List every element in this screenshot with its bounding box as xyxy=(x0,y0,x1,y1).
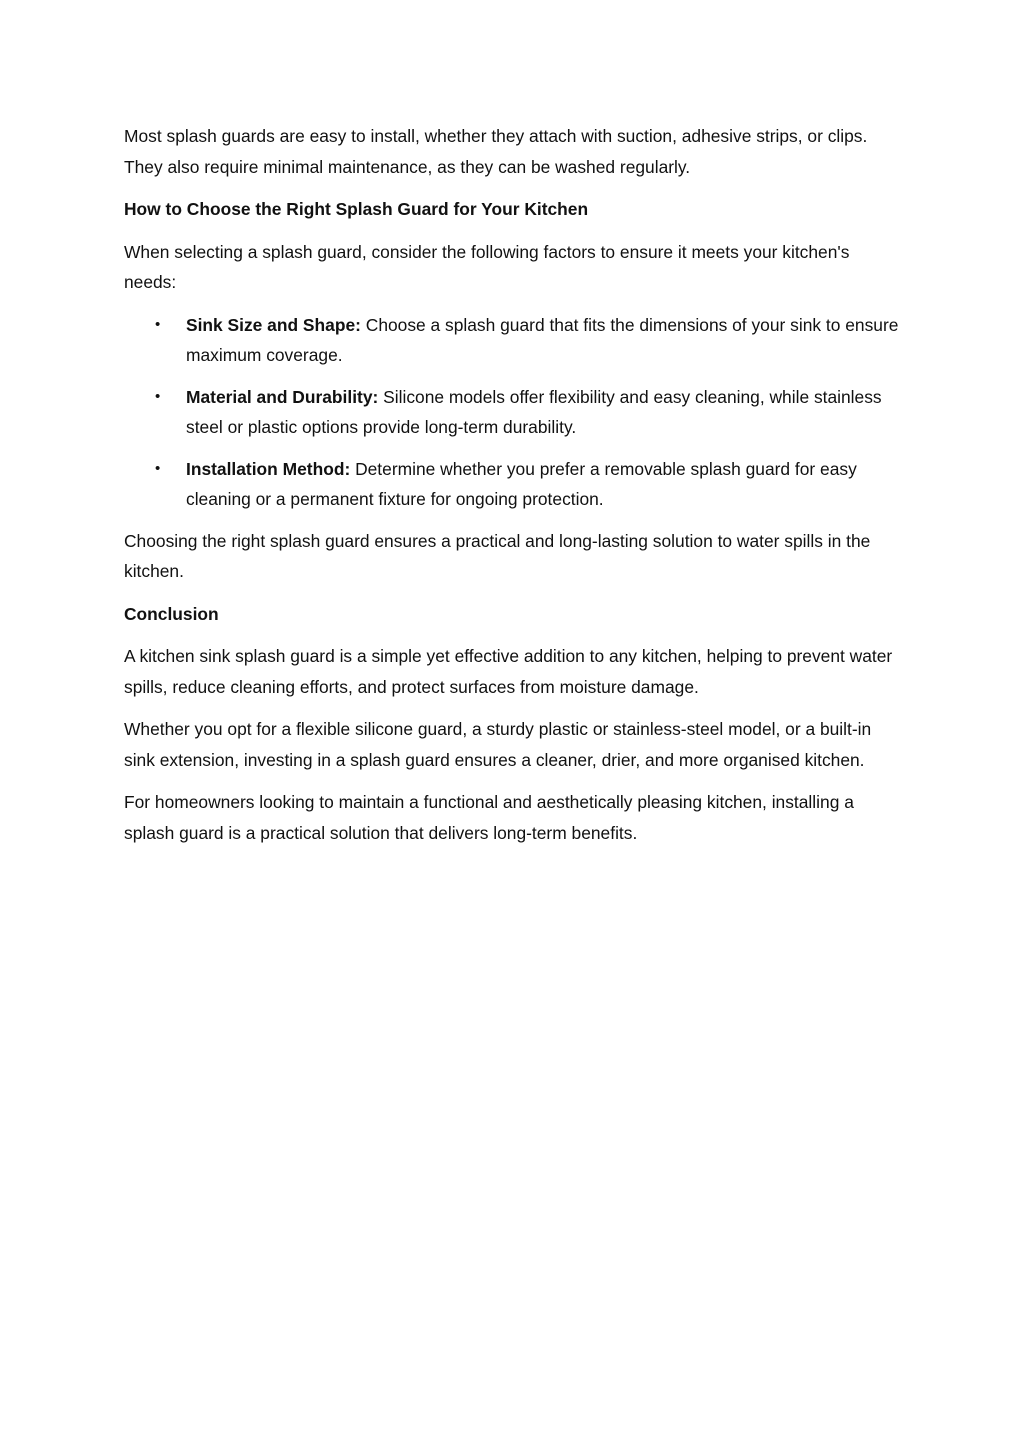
conclusion-heading: Conclusion xyxy=(124,603,219,624)
section-intro-paragraph: When selecting a splash guard, consider the following factors to ensure it meets your kitchen's needs: xyxy=(124,241,850,292)
conclusion-paragraph: For homeowners looking to maintain a functional and aesthetically pleasing kitchen, installing a splash guard is a practical solution that delivers long-term benefits. xyxy=(124,792,854,843)
factors-list xyxy=(124,310,904,515)
list-item xyxy=(124,310,904,371)
section-heading: How to Choose the Right Splash Guard for Your Kitchen xyxy=(124,199,589,219)
list-item xyxy=(124,454,904,515)
conclusion-paragraph: Whether you opt for a flexible silicone guard, a sturdy plastic or stainless-steel model, or a built-in sink extension, investing in a splash guard ensures a cleaner, drier, and more organised kitchen. xyxy=(124,719,872,770)
bullet-icon: • xyxy=(155,387,161,405)
bullet-icon: • xyxy=(155,315,161,333)
section-closing-paragraph: Choosing the right splash guard ensures a practical and long-lasting solution to water spills in the kitchen. xyxy=(124,530,871,581)
intro-paragraph: Most splash guards are easy to install, whether they attach with suction, adhesive strips, or clips. They also require minimal maintenance, as they can be washed regularly. xyxy=(124,126,868,177)
list-item-label: Material and Durability: xyxy=(186,386,379,407)
list-item-text: Determine whether you prefer a removable splash guard for easy cleaning or a permanent fixture for ongoing protection. xyxy=(186,458,857,509)
list-item-text: Silicone models offer flexibility and easy cleaning, while stainless steel or plastic options provide long-term durability. xyxy=(186,386,882,437)
document-body xyxy=(124,121,904,860)
conclusion-paragraph: A kitchen sink splash guard is a simple yet effective addition to any kitchen, helping to prevent water spills, reduce cleaning efforts, and protect surfaces from moisture damage. xyxy=(124,646,893,697)
list-item-label: Sink Size and Shape: xyxy=(186,314,361,335)
list-item-text: Choose a splash guard that fits the dimensions of your sink to ensure maximum coverage. xyxy=(186,314,899,365)
list-item xyxy=(124,382,904,443)
bullet-icon: • xyxy=(155,459,161,477)
list-item-label: Installation Method: xyxy=(186,458,351,479)
